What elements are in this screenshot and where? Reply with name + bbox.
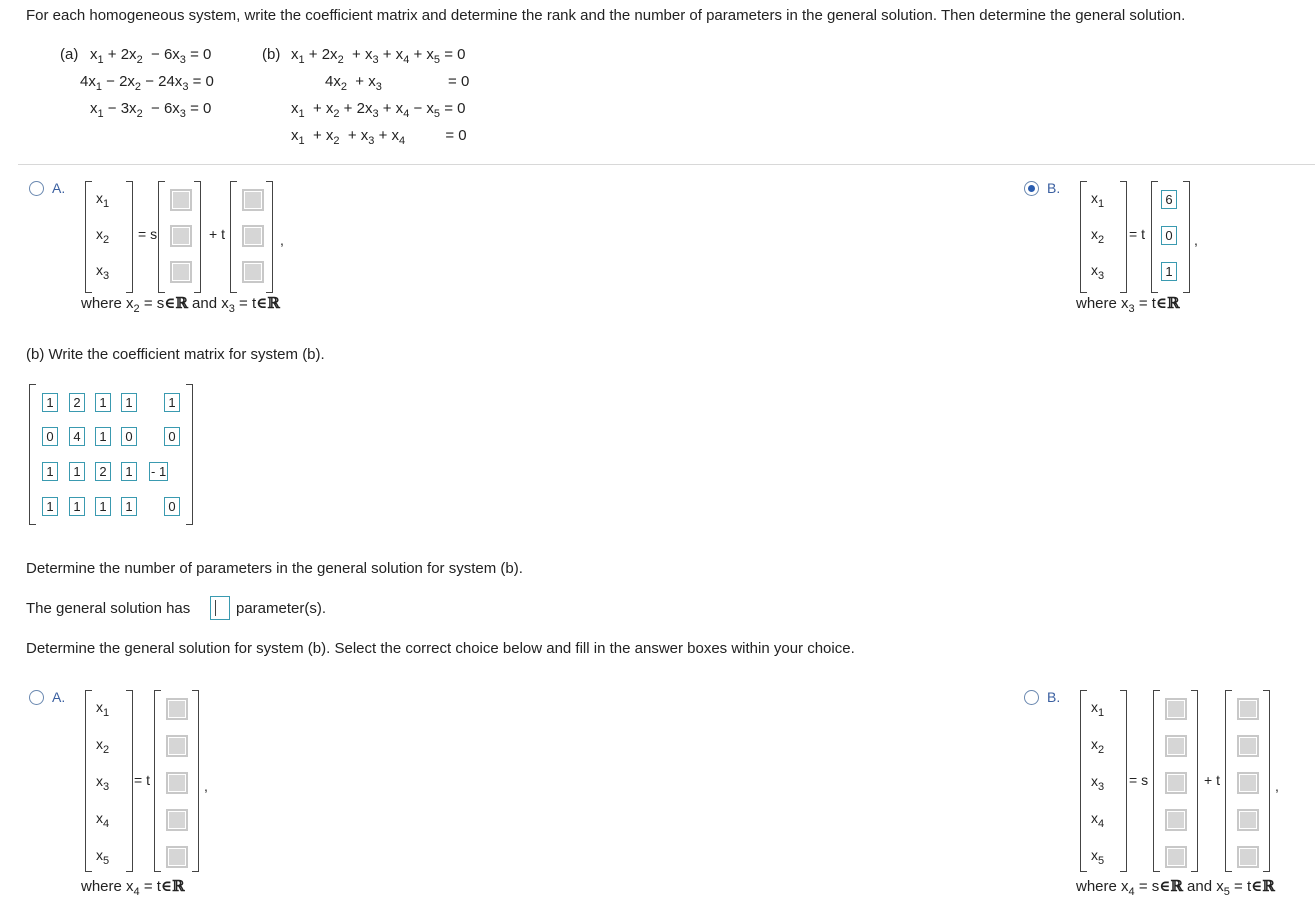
bottom-b-vector-bracket-left: [1080, 690, 1087, 872]
instruction-text: For each homogeneous system, write the coefficient matrix and determine the rank and the number of parameters in the general solution. Then determine the general solution.: [26, 7, 1186, 24]
system-a-label: (a): [60, 46, 79, 63]
coef-matrix-bracket-left: [29, 384, 36, 525]
top-choice-a-where: where $x_2$ = s∈ℝ and $x_3$ = t∈ℝ: [81, 294, 280, 315]
var-x1: $x_1$: [1091, 190, 1105, 210]
a-t-vector-bracket-right: [192, 690, 199, 872]
answer-value[interactable]: 1: [1161, 262, 1177, 281]
system-b-eq4: $x_1 + x_2 + x_3 + x_4 = 0$: [291, 127, 467, 147]
top-choice-b-radio[interactable]: [1024, 181, 1039, 196]
answer-value[interactable]: 6: [1161, 190, 1177, 209]
coef-matrix-bracket-right: [186, 384, 193, 525]
coef-cell[interactable]: 1: [95, 393, 111, 412]
answer-box[interactable]: [170, 261, 192, 283]
system-a-eq2: $4x_1 - 2x_2 - 24x_3 = 0$: [80, 73, 214, 93]
param-count-input[interactable]: [210, 596, 230, 620]
bottom-a-vector-bracket-right: [126, 690, 133, 872]
system-a-eq3: $x_1 - 3x_2 - 6x_3 = 0$: [90, 100, 212, 120]
var-x2: $x_2$: [1091, 736, 1105, 756]
coef-cell[interactable]: 1: [42, 497, 58, 516]
answer-box[interactable]: [1165, 735, 1187, 757]
answer-box[interactable]: [242, 189, 264, 211]
coef-cell[interactable]: 2: [95, 462, 111, 481]
answer-box[interactable]: [1165, 809, 1187, 831]
equals-t: = t: [1129, 226, 1145, 242]
var-x2: $x_2$: [96, 736, 110, 756]
var-x5: $x_5$: [1091, 847, 1105, 867]
answer-box[interactable]: [1237, 809, 1259, 831]
coef-cell[interactable]: 1: [95, 427, 111, 446]
t-vector-bracket-right: [266, 181, 273, 293]
bottom-choice-a-radio[interactable]: [29, 690, 44, 705]
coef-cell[interactable]: 0: [164, 427, 180, 446]
t-vector-bracket-left: [230, 181, 237, 293]
divider: [18, 164, 1315, 165]
answer-box[interactable]: [242, 225, 264, 247]
t-vector-bracket-right: [1263, 690, 1270, 872]
coef-cell[interactable]: 0: [42, 427, 58, 446]
comma: ,: [204, 778, 208, 794]
var-x2: $x_2$: [96, 226, 110, 246]
comma: ,: [1194, 232, 1198, 248]
top-b-vector-bracket-left: [1080, 181, 1087, 293]
bottom-b-vector-bracket-right: [1120, 690, 1127, 872]
top-b-vector-bracket-right: [1120, 181, 1127, 293]
bottom-choice-b-label[interactable]: B.: [1047, 689, 1061, 705]
var-x1: $x_1$: [96, 699, 110, 719]
plus-t: + t: [1204, 772, 1220, 788]
answer-box[interactable]: [170, 189, 192, 211]
coef-cell[interactable]: 1: [69, 497, 85, 516]
answer-box[interactable]: [1165, 846, 1187, 868]
coef-cell[interactable]: 1: [121, 462, 137, 481]
var-x1: $x_1$: [1091, 699, 1105, 719]
b-t-vector-bracket-left: [1151, 181, 1158, 293]
answer-box[interactable]: [242, 261, 264, 283]
param-prefix: The general solution has: [26, 600, 191, 617]
answer-box[interactable]: [166, 698, 188, 720]
coef-cell[interactable]: 1: [42, 462, 58, 481]
coef-cell[interactable]: 1: [164, 393, 180, 412]
answer-box[interactable]: [1165, 772, 1187, 794]
bottom-choice-b-radio[interactable]: [1024, 690, 1039, 705]
system-b-label: (b): [262, 46, 281, 63]
system-b-eq2: $4x_2 + x_3 = 0$: [325, 73, 470, 93]
top-choice-b-label[interactable]: B.: [1047, 180, 1061, 196]
coef-cell[interactable]: 0: [164, 497, 180, 516]
top-choice-b-where: where $x_3$ = t∈ℝ: [1076, 294, 1180, 315]
s-vector-bracket-left: [158, 181, 165, 293]
var-x3: $x_3$: [1091, 773, 1105, 793]
var-x3: $x_3$: [96, 773, 110, 793]
coef-cell[interactable]: 4: [69, 427, 85, 446]
param-suffix: parameter(s).: [236, 600, 327, 617]
bottom-choice-b-where: where $x_4$ = s∈ℝ and $x_5$ = t∈ℝ: [1076, 877, 1275, 898]
param-prompt: Determine the number of parameters in the general solution for system (b).: [26, 560, 523, 577]
var-x2: $x_2$: [1091, 226, 1105, 246]
t-vector-bracket-left: [1225, 690, 1232, 872]
equals-t: = t: [134, 772, 150, 788]
answer-box[interactable]: [1237, 846, 1259, 868]
bottom-choice-a-where: where $x_4$ = t∈ℝ: [81, 877, 185, 898]
answer-box[interactable]: [1237, 735, 1259, 757]
coef-cell[interactable]: 1: [69, 462, 85, 481]
system-a-eq1: $x_1 + 2x_2 - 6x_3 = 0$: [90, 46, 212, 66]
coef-cell[interactable]: 0: [121, 427, 137, 446]
answer-box[interactable]: [1237, 772, 1259, 794]
top-a-vector-bracket-left: [85, 181, 92, 293]
var-x4: $x_4$: [1091, 810, 1105, 830]
comma: ,: [1275, 778, 1279, 794]
comma: ,: [280, 232, 284, 248]
general-prompt: Determine the general solution for system (b). Select the correct choice below and fill in the answer boxes within your choice.: [26, 640, 855, 657]
answer-box[interactable]: [170, 225, 192, 247]
top-choice-a-label[interactable]: A.: [52, 180, 66, 196]
coef-cell[interactable]: 1: [121, 393, 137, 412]
s-vector-bracket-right: [194, 181, 201, 293]
answer-box[interactable]: [166, 809, 188, 831]
bottom-a-vector-bracket-left: [85, 690, 92, 872]
answer-box[interactable]: [1237, 698, 1259, 720]
b-t-vector-bracket-right: [1183, 181, 1190, 293]
equals-s: = s: [138, 226, 158, 242]
top-choice-a-radio[interactable]: [29, 181, 44, 196]
s-vector-bracket-right: [1191, 690, 1198, 872]
coef-cell[interactable]: 1: [95, 497, 111, 516]
answer-box[interactable]: [1165, 698, 1187, 720]
system-b-eq3: $x_1 + x_2 + 2x_3 + x_4 - x_5 = 0$: [291, 100, 466, 120]
coef-cell[interactable]: 1: [42, 393, 58, 412]
var-x5: $x_5$: [96, 847, 110, 867]
answer-box[interactable]: [166, 772, 188, 794]
bottom-choice-a-label[interactable]: A.: [52, 689, 66, 705]
answer-box[interactable]: [166, 846, 188, 868]
system-b-eq1: $x_1 + 2x_2 + x_3 + x_4 + x_5 = 0$: [291, 46, 466, 66]
top-a-vector-bracket-right: [126, 181, 133, 293]
coef-cell[interactable]: - 1: [151, 464, 167, 479]
answer-box[interactable]: [166, 735, 188, 757]
coef-cell[interactable]: 2: [69, 393, 85, 412]
var-x4: $x_4$: [96, 810, 110, 830]
s-vector-bracket-left: [1153, 690, 1160, 872]
var-x3: $x_3$: [96, 262, 110, 282]
coef-prompt: (b) Write the coefficient matrix for system (b).: [26, 346, 325, 363]
answer-value[interactable]: 0: [1161, 226, 1177, 245]
plus-t: + t: [209, 226, 225, 242]
coef-cell[interactable]: 1: [121, 497, 137, 516]
var-x1: $x_1$: [96, 190, 110, 210]
var-x3: $x_3$: [1091, 262, 1105, 282]
a-t-vector-bracket-left: [154, 690, 161, 872]
equals-s: = s: [1129, 772, 1149, 788]
